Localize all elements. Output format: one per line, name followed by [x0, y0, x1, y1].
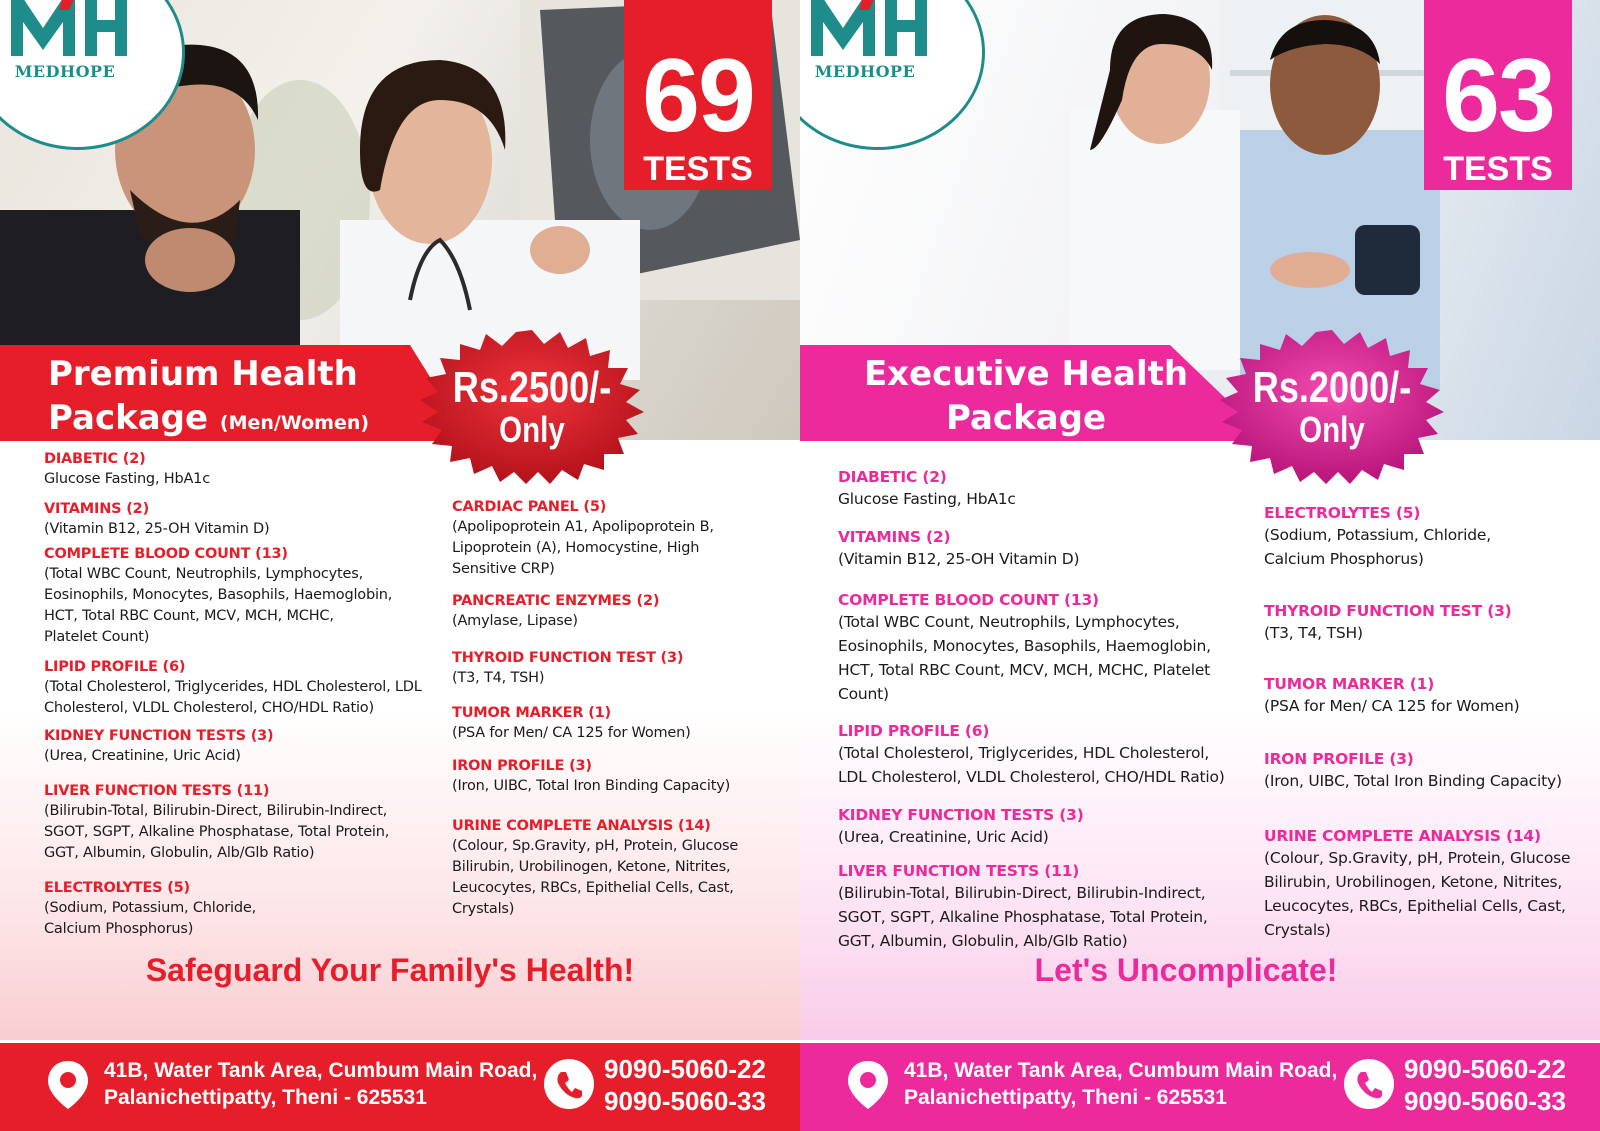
- test-group: [452, 704, 792, 744]
- test-group: [838, 862, 1238, 953]
- test-group: [838, 722, 1238, 789]
- test-group-heading: VITAMINS (2): [838, 528, 951, 546]
- phone-numbers: [1404, 1053, 1566, 1117]
- test-group-details: (Iron, UIBC, Total Iron Binding Capacity): [452, 778, 731, 794]
- test-group: [838, 806, 1238, 849]
- test-group-heading: CARDIAC PANEL (5): [452, 499, 607, 515]
- test-group: [1264, 750, 1594, 793]
- tagline-text: Safeguard Your Family's Health!: [145, 952, 635, 988]
- test-group-details: (Sodium, Potassium, Chloride, Calcium Phosphorus): [1264, 526, 1491, 568]
- executive-package-poster: [800, 0, 1600, 1131]
- test-group-details: (Amylase, Lipase): [452, 613, 578, 629]
- test-group-details: (PSA for Men/ CA 125 for Women): [452, 725, 691, 741]
- test-group-heading: LIPID PROFILE (6): [44, 659, 186, 675]
- tagline-text: Let's Uncomplicate!: [1034, 952, 1338, 988]
- package-title: [836, 352, 1216, 440]
- test-group: [452, 757, 792, 797]
- test-group-heading: LIVER FUNCTION TESTS (11): [838, 862, 1080, 880]
- phone-glyph: [1344, 1059, 1394, 1109]
- test-group-heading: DIABETIC (2): [44, 451, 146, 467]
- price-note: Only: [1299, 409, 1365, 450]
- test-group-heading: TUMOR MARKER (1): [452, 705, 611, 721]
- title-line-2: [48, 396, 369, 445]
- package-title: [48, 352, 369, 445]
- test-group-heading: THYROID FUNCTION TEST (3): [452, 650, 684, 666]
- test-group-details: (Total Cholesterol, Triglycerides, HDL Cholesterol, LDL Cholesterol, VLDL Cholesterol, CHO/HDL Ratio): [44, 679, 422, 716]
- test-group-details: (Total Cholesterol, Triglycerides, HDL Cholesterol, LDL Cholesterol, VLDL Cholesterol, CHO/HDL Ratio): [838, 744, 1225, 786]
- test-group-details: Glucose Fasting, HbA1c: [44, 471, 210, 487]
- phone-number-1[interactable]: 9090-5060-22: [1404, 1054, 1566, 1084]
- test-group-heading: DIABETIC (2): [838, 468, 947, 486]
- test-group-heading: IRON PROFILE (3): [1264, 750, 1414, 768]
- test-group-heading: COMPLETE BLOOD COUNT (13): [44, 546, 288, 562]
- phone-numbers: [604, 1053, 766, 1117]
- test-group-details: (Urea, Creatinine, Uric Acid): [44, 748, 241, 764]
- test-group-heading: LIPID PROFILE (6): [838, 722, 990, 740]
- test-group: [1264, 675, 1594, 718]
- title-line-1: Executive Health: [863, 354, 1189, 394]
- phone-icon: [544, 1059, 594, 1109]
- test-group: [44, 727, 424, 767]
- price-value: Rs.2500/-: [452, 363, 612, 412]
- location-pin-icon: [844, 1059, 892, 1111]
- test-group-heading: VITAMINS (2): [44, 501, 149, 517]
- test-group-heading: IRON PROFILE (3): [452, 758, 592, 774]
- mh-logo-mark: [809, 0, 929, 58]
- test-group: [838, 528, 1238, 571]
- phone-number-1[interactable]: 9090-5060-22: [604, 1054, 766, 1084]
- tests-label: TESTS: [1443, 150, 1553, 188]
- test-group-heading: TUMOR MARKER (1): [1264, 675, 1435, 693]
- test-group-details: (Colour, Sp.Gravity, pH, Protein, Glucose Bilirubin, Urobilinogen, Ketone, Nitrites, Leucocytes, RBCs, Epithelial Cells, Cast, Crystals): [452, 838, 739, 917]
- test-group: [44, 782, 434, 864]
- brand-name: MEDHOPE: [14, 62, 116, 81]
- test-group: [1264, 504, 1594, 571]
- test-group-heading: LIVER FUNCTION TESTS (11): [44, 783, 270, 799]
- test-group: [44, 658, 444, 719]
- tests-count: 69: [642, 38, 754, 154]
- price-value: Rs.2000/-: [1252, 363, 1412, 412]
- test-group-details: (PSA for Men/ CA 125 for Women): [1264, 697, 1520, 715]
- test-group: [838, 468, 1238, 511]
- tests-count: 63: [1442, 38, 1554, 154]
- tagline: [0, 952, 800, 989]
- test-group: [44, 450, 424, 490]
- title-line-1: Premium Health: [48, 354, 358, 394]
- phone-icon: [1344, 1059, 1394, 1109]
- test-group-heading: COMPLETE BLOOD COUNT (13): [838, 591, 1099, 609]
- phone-number-2[interactable]: 9090-5060-33: [1404, 1086, 1566, 1116]
- test-group: [452, 817, 792, 920]
- test-group-heading: THYROID FUNCTION TEST (3): [1264, 602, 1512, 620]
- contact-footer: [0, 1043, 800, 1131]
- test-group-details: (Total WBC Count, Neutrophils, Lymphocytes, Eosinophils, Monocytes, Basophils, Haemoglobin, HCT, Total RBC Count, MCV, MCH, MCHC, Platelet Count): [44, 566, 393, 645]
- test-group-details: (Colour, Sp.Gravity, pH, Protein, Glucose Bilirubin, Urobilinogen, Ketone, Nitrites, Leucocytes, RBCs, Epithelial Cells, Cast, Crystals): [1264, 849, 1571, 939]
- test-group: [1264, 602, 1594, 645]
- title-suffix: (Men/Women): [219, 412, 370, 434]
- test-group-details: (Apolipoprotein A1, Apolipoprotein B, Lipoprotein (A), Homocystine, High Sensitive CRP): [452, 519, 714, 577]
- mh-logo-mark: [9, 0, 129, 58]
- test-group-details: (T3, T4, TSH): [1264, 624, 1363, 642]
- test-group-details: (Bilirubin-Total, Bilirubin-Direct, Bilirubin-Indirect, SGOT, SGPT, Alkaline Phosphatase, Total Protein, GGT, Albumin, Globulin, Alb/Glb Ratio): [44, 803, 390, 861]
- test-group-details: (Sodium, Potassium, Chloride, Calcium Phosphorus): [44, 900, 256, 937]
- phone-glyph: [544, 1059, 594, 1109]
- tests-count-badge: [624, 0, 772, 190]
- test-group: [44, 879, 424, 940]
- phone-number-2[interactable]: 9090-5060-33: [604, 1086, 766, 1116]
- tests-label: TESTS: [643, 150, 753, 188]
- test-group-heading: ELECTROLYTES (5): [1264, 504, 1421, 522]
- test-group: [452, 498, 792, 580]
- address: 41B, Water Tank Area, Cumbum Main Road, Palanichettipatty, Theni - 625531: [904, 1059, 1338, 1109]
- price-seal: [412, 326, 652, 486]
- test-group-details: (Vitamin B12, 25-OH Vitamin D): [44, 521, 270, 537]
- test-group-heading: PANCREATIC ENZYMES (2): [452, 593, 660, 609]
- test-group: [452, 649, 792, 689]
- price-seal: [1212, 326, 1452, 486]
- test-group-details: (Bilirubin-Total, Bilirubin-Direct, Bilirubin-Indirect, SGOT, SGPT, Alkaline Phosphatase, Total Protein, GGT, Albumin, Globulin, Alb/Glb Ratio): [838, 884, 1208, 950]
- title-line-2: Package: [945, 398, 1107, 438]
- test-group-details: (Total WBC Count, Neutrophils, Lymphocytes, Eosinophils, Monocytes, Basophils, Haemoglobin, HCT, Total RBC Count, MCV, MCH, MCHC, Platelet Count): [838, 613, 1211, 703]
- test-group-details: (Iron, UIBC, Total Iron Binding Capacity): [1264, 772, 1562, 790]
- test-group-heading: URINE COMPLETE ANALYSIS (14): [452, 818, 711, 834]
- title-package-word: Package: [48, 398, 209, 438]
- test-group: [44, 500, 424, 540]
- test-group-details: (Urea, Creatinine, Uric Acid): [838, 828, 1049, 846]
- test-group-heading: URINE COMPLETE ANALYSIS (14): [1264, 827, 1541, 845]
- contact-footer: [800, 1043, 1600, 1131]
- brand-name: MEDHOPE: [814, 62, 916, 81]
- tests-count-badge: [1424, 0, 1572, 190]
- tagline: [800, 952, 1600, 989]
- location-pin-icon: [44, 1059, 92, 1111]
- test-group-details: Glucose Fasting, HbA1c: [838, 490, 1016, 508]
- test-group-details: (T3, T4, TSH): [452, 670, 545, 686]
- address: 41B, Water Tank Area, Cumbum Main Road, Palanichettipatty, Theni - 625531: [104, 1059, 538, 1109]
- test-group: [1264, 827, 1594, 942]
- test-group-heading: KIDNEY FUNCTION TESTS (3): [44, 728, 274, 744]
- test-group-heading: KIDNEY FUNCTION TESTS (3): [838, 806, 1084, 824]
- test-group-heading: ELECTROLYTES (5): [44, 880, 190, 896]
- test-group: [838, 591, 1238, 706]
- test-group: [452, 592, 792, 632]
- test-group-details: (Vitamin B12, 25-OH Vitamin D): [838, 550, 1080, 568]
- price-note: Only: [499, 409, 565, 450]
- test-group: [44, 545, 434, 648]
